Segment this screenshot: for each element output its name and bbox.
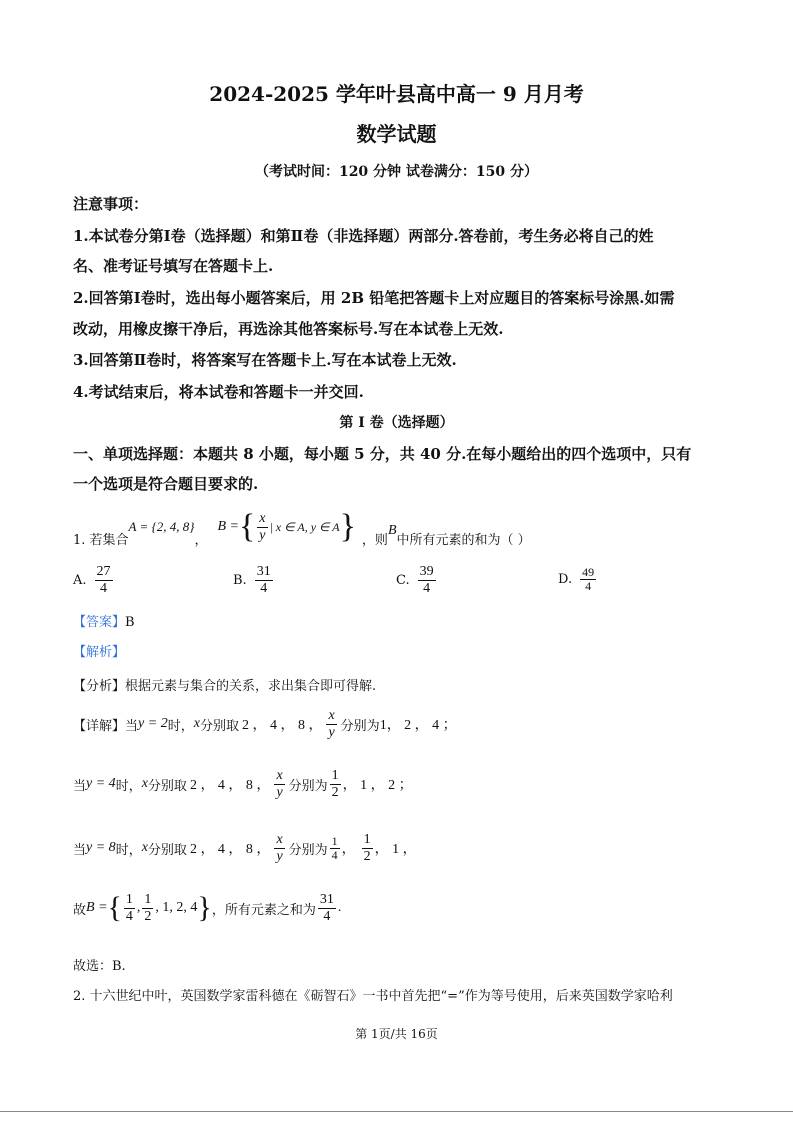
result-fraction: $\frac{1}{4}$	[331, 833, 338, 862]
math: 1， 2 ， 4 ；	[379, 718, 457, 733]
q1-set-b-cond: | x ∈ A, y ∈ A	[269, 519, 340, 534]
answer-value: B	[125, 615, 135, 630]
right-brace-icon: }	[339, 508, 356, 545]
detail-line-2	[73, 766, 413, 802]
option-label: C.	[396, 573, 410, 588]
math: y = 2	[138, 716, 168, 731]
result-fraction: $\frac{1}{2}$	[363, 831, 371, 864]
q2-line-1: 2. 十六世纪中叶，英国数学家雷科德在《砺智石》一书中首先把“=”作为等号使用，后来英国数学家哈利	[73, 989, 673, 1004]
text: 时，	[115, 842, 142, 858]
exam-info: （考试时间：120 分钟 试卷满分：150 分）	[254, 164, 539, 180]
math: , 1, 2, 4	[155, 900, 198, 915]
right-brace-icon: }	[197, 891, 212, 924]
option-fraction: $\frac{39}{4}$	[419, 564, 434, 596]
math: 2 ， 4 ， 8 ，	[189, 778, 271, 793]
q1-sep: ，	[194, 532, 208, 548]
notice-item-3: 3.回答第Ⅱ卷时，将答案写在答题卡上.写在本试卷上无效.	[73, 351, 457, 369]
section-title: 第 I 卷（选择题）	[339, 415, 454, 431]
option-label: D.	[558, 572, 573, 587]
math: ， 1 ， 2 ；	[342, 778, 413, 793]
math: y = 4	[86, 776, 116, 791]
text: 时，	[167, 718, 194, 734]
left-brace-icon: {	[238, 508, 256, 545]
notice-item-4: 4.考试结束后，将本试卷和答题卡一并交回.	[73, 383, 364, 401]
option-fraction: $\frac{27}{4}$	[96, 564, 111, 596]
fenxi-tag: 【分析】	[73, 679, 126, 694]
text: 分别为	[288, 778, 328, 794]
q1-suffix2: 中所有元素的和为（ ）	[396, 532, 531, 548]
q1-stem	[73, 502, 531, 552]
q1-suffix: ，则	[361, 532, 388, 548]
q1-set-b-lhs: B =	[217, 519, 239, 534]
detail-tag: 【详解】	[73, 718, 126, 734]
math: ， 1 ，	[374, 842, 417, 857]
math: .	[337, 900, 342, 915]
x-over-y-fraction: $\frac{x}{y}$	[276, 767, 283, 800]
math: x	[193, 716, 200, 731]
text: ，所有元素之和为	[211, 902, 316, 918]
x-over-y-fraction: $\frac{x}{y}$	[328, 707, 335, 740]
bottom-divider	[0, 1111, 793, 1112]
q1-var-b: B	[387, 523, 397, 538]
option-label: B.	[233, 573, 247, 588]
answer-tag: 【答案】	[73, 615, 126, 630]
notice-item-1a: 1.本试卷分第Ⅰ卷（选择题）和第Ⅱ卷（非选择题）两部分.答卷前，考生务必将自己的姓	[73, 227, 654, 245]
math: x	[141, 776, 148, 791]
set-fraction: $\frac{1}{4}$	[125, 891, 133, 924]
q1-prefix: 1. 若集合	[73, 532, 129, 548]
q1-option-d	[558, 566, 598, 593]
q1-fenxi	[73, 675, 376, 694]
set-fraction: $\frac{1}{2}$	[144, 891, 152, 924]
option-fraction: $\frac{31}{4}$	[256, 564, 271, 596]
subject-title: 数学试题	[356, 122, 437, 146]
text: 分别为	[288, 842, 328, 858]
detail-line-1	[73, 706, 457, 742]
q1-fraction: $\frac{x}{y}$	[259, 510, 266, 543]
text: 时，	[115, 778, 142, 794]
math: ，	[341, 842, 356, 857]
x-over-y-fraction: $\frac{x}{y}$	[276, 831, 283, 864]
text: 当	[125, 718, 139, 734]
text: 分别取	[147, 778, 187, 794]
result-fraction: $\frac{1}{2}$	[331, 767, 339, 800]
text: 故	[73, 902, 87, 918]
sum-fraction: $\frac{31}{4}$	[319, 891, 334, 924]
page-title: 2024-2025 学年叶县高中高一 9 月月考	[209, 82, 584, 106]
text: 当	[73, 778, 87, 794]
part1-line2: 一个选项是符合题目要求的.	[73, 475, 259, 493]
math: 2 ， 4 ， 8 ，	[189, 842, 271, 857]
left-brace-icon: {	[107, 891, 122, 924]
math: 2 ， 4 ， 8 ，	[241, 718, 323, 733]
text: 分别取	[147, 842, 187, 858]
text: 分别取	[199, 718, 239, 734]
q1-set-a: A = {2, 4, 8}	[128, 519, 195, 534]
conclusion: 故选：B.	[73, 959, 126, 974]
notice-item-2a: 2.回答第Ⅰ卷时，选出每小题答案后，用 2B 铅笔把答题卡上对应题目的答案标号涂黑.如需	[73, 289, 675, 307]
notice-item-1b: 名、准考证号填写在答题卡上.	[73, 257, 274, 275]
text: 当	[73, 842, 87, 858]
analysis-tag: 【解析】	[73, 645, 126, 660]
detail-line-4: 故 B = { $\frac{1}{4}$ , $\frac{1}{2}$ , 1, 2, 4 } ，所有元素之和为 $\frac{31}{4}$ .	[73, 891, 342, 924]
notice-item-2b: 改动，用橡皮擦干净后，再选涂其他答案标号.写在本试卷上无效.	[73, 320, 504, 338]
option-fraction: $\frac{49}{4}$	[582, 565, 595, 593]
option-label: A.	[73, 573, 87, 588]
math: B =	[86, 900, 108, 915]
fenxi-text: 根据元素与集合的关系，求出集合即可得解.	[125, 679, 377, 694]
math: y = 8	[86, 840, 116, 855]
q1-option-a	[73, 564, 115, 597]
page-number: 第 1页/共 16页	[355, 1027, 438, 1041]
notice-heading: 注意事项：	[73, 195, 149, 213]
q1-option-b	[233, 564, 275, 597]
q1-option-c	[396, 564, 438, 597]
q1-answer	[73, 611, 135, 630]
text: 分别为	[340, 718, 380, 734]
part1-line1: 一、单项选择题：本题共 8 小题，每小题 5 分，共 40 分.在每小题给出的四个选项中，只有	[73, 445, 692, 463]
detail-line-3	[73, 828, 417, 868]
math: x	[141, 840, 148, 855]
